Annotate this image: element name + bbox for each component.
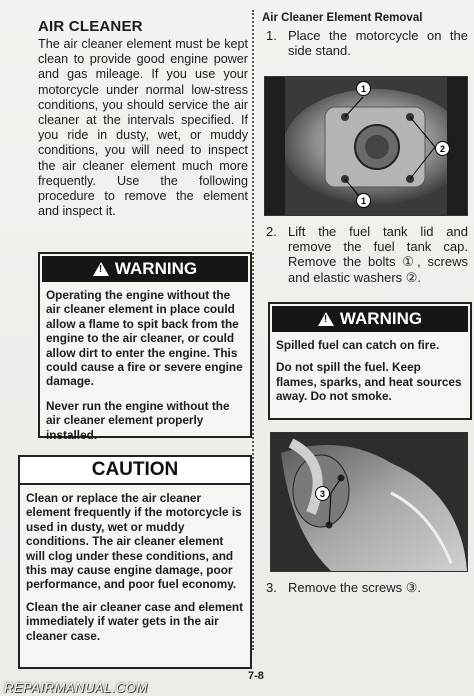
watermark: REPAIRMANUAL.COM xyxy=(4,680,148,695)
step-3 xyxy=(262,580,468,595)
screws-image xyxy=(271,433,467,571)
step-text: Place the motorcycle on the side stand. xyxy=(288,28,468,59)
step-text: Remove the screws ③. xyxy=(288,580,422,595)
column-divider xyxy=(252,10,254,650)
warning-triangle-icon: ! xyxy=(93,262,109,276)
warning-left-p1: Operating the engine without the air cleaner element in place could allow a flame to spit back from the engine to the air cleaner, or could allow dirt to enter the engine. This could cause a fire or severe engine damage. xyxy=(46,288,243,389)
warning-right-p1: Spilled fuel can catch on fire. xyxy=(276,338,440,352)
photo-screws xyxy=(270,432,468,572)
warning-heading-text: WARNING xyxy=(114,259,198,278)
step-2 xyxy=(262,224,468,285)
callout-2: 2 xyxy=(435,141,450,156)
warning-heading-right xyxy=(272,306,468,332)
warning-heading-left xyxy=(42,256,248,282)
step-number: 1. xyxy=(266,28,277,43)
callout-1-top: 1 xyxy=(356,81,371,96)
page-number: 7-8 xyxy=(248,670,264,682)
step-3-wrap xyxy=(262,580,468,595)
warning-box-right xyxy=(268,302,472,420)
step-number: 2. xyxy=(266,224,277,239)
step-2-wrap xyxy=(262,224,468,285)
removal-subheading: Air Cleaner Element Removal xyxy=(262,12,423,24)
caution-p1: Clean or replace the air cleaner element frequently if the motorcycle is used in dusty, wet or muddy conditions. The air cleaner element will clog under these conditions, and this may cause engine damage, poor performance, and poor fuel economy. xyxy=(26,491,242,592)
section-body: The air cleaner element must be kept clean to provide good engine power and gas mileage. If you use your motorcycle under normal low-stress conditions, you should service the air cleaner at the intervals specified. If you ride in dusty, wet, or muddy conditions, you will need to inspect the air cleaner element much more frequently. Use the following procedure to remove the element and inspect it. xyxy=(38,37,248,219)
photo-fuel-tank xyxy=(264,76,468,216)
callout-3: 3 xyxy=(315,486,330,501)
step-text: Lift the fuel tank lid and remove the fuel tank cap. Remove the bolts ①, screws and elastic washers ②. xyxy=(288,224,468,285)
right-column xyxy=(262,12,468,58)
warning-right-p2: Do not spill the fuel. Keep flames, sparks, and heat sources away. Do not smoke. xyxy=(276,360,462,404)
caution-heading: CAUTION xyxy=(20,457,250,485)
step-1 xyxy=(262,28,468,58)
caution-p2: Clean the air cleaner case and element immediately if water gets in the air cleaner case. xyxy=(26,599,244,643)
warning-left-p2: Never run the engine without the air cleaner element properly installed. xyxy=(46,398,230,442)
caution-box xyxy=(18,455,252,669)
step-number: 3. xyxy=(266,580,277,595)
warning-triangle-icon: ! xyxy=(318,312,334,326)
warning-heading-text: WARNING xyxy=(339,309,423,328)
warning-box-left xyxy=(38,252,252,442)
section-title: AIR CLEANER xyxy=(38,18,143,35)
left-column xyxy=(38,18,248,219)
callout-1-bottom: 1 xyxy=(356,193,371,208)
